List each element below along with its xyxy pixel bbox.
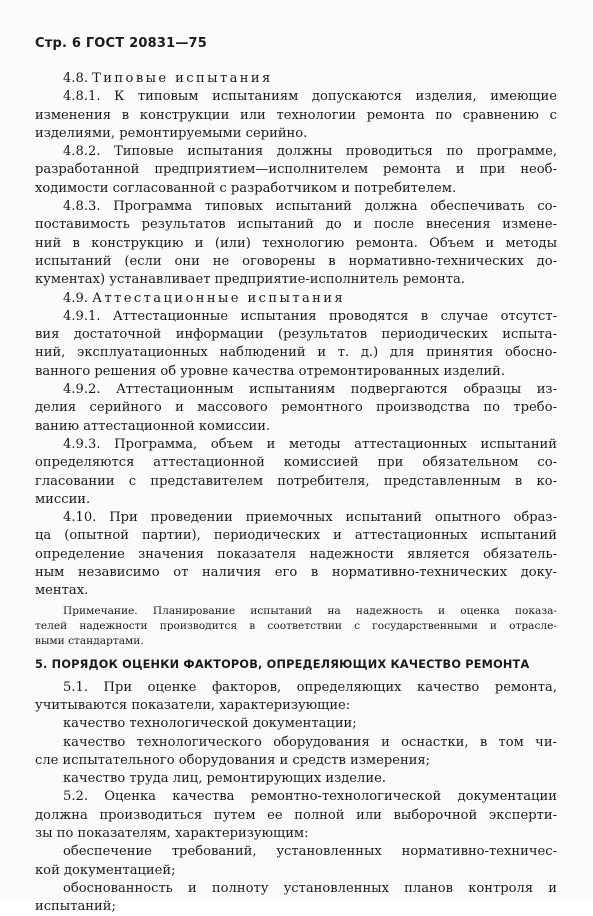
subsection-title-4-8 [35, 70, 557, 88]
note-line: Примечание. Планирование испытаний на надежность и оценка показа- [63, 604, 557, 617]
section-heading: 5. ПОРЯДОК ОЦЕНКИ ФАКТОРОВ, ОПРЕДЕЛЯЮЩИХ КАЧЕСТВО РЕМОНТА [35, 657, 530, 671]
subsection-number: 4.9. [63, 290, 93, 306]
paragraph-line: ний в конструкцию и (или) технологию ремонта. Объем и методы [35, 235, 557, 251]
note-block [35, 604, 557, 649]
paragraph-line: поставимость результатов испытаний до и после внесения измене- [35, 217, 557, 233]
paragraph-line: 4.9.3. Программа, объем и методы аттестационных испытаний [63, 436, 557, 452]
paragraph-line: разработанной предприятием—исполнителем ремонта и при необ- [35, 162, 557, 178]
list-item: обеспечение требований, установленных нормативно-техничес- [63, 844, 557, 860]
paragraph-line: ходимости согласованной с разработчиком и потребителем. [35, 180, 457, 196]
paragraph-line: ца (опытной партии), периодических и аттестационных испытаний [35, 528, 557, 544]
list-item: качество технологической документации; [63, 716, 357, 732]
paragraph-line: вия достаточной информации (результатов периодических испыта- [35, 327, 557, 343]
paragraph-line: испытаний (если они не оговорены в нормативно-технических до- [35, 253, 557, 269]
document-body [35, 70, 557, 916]
paragraph-line: ванию аттестационной комиссии. [35, 418, 271, 434]
list-item: обоснованность и полноту установленных планов контроля и [63, 880, 557, 896]
paragraph-line: 5.1. При оценке факторов, определяющих качество ремонта, [63, 679, 557, 695]
paragraph-line: 4.8.3. Программа типовых испытаний должна обеспечивать со- [63, 199, 557, 215]
paragraph-line: ным независимо от наличия его в нормативно-технических доку- [35, 565, 557, 581]
paragraph-line: 4.8.2. Типовые испытания должны проводиться по программе, [63, 144, 557, 160]
note-line: выми стандартами. [35, 634, 144, 647]
subsection-number: 4.8. [63, 71, 93, 86]
page-header: Стр. 6 ГОСТ 20831—75 [35, 36, 208, 51]
subsection-title-text: Аттестационные испытания [92, 290, 346, 306]
list-item: качество технологического оборудования и оснастки, в том чи- [63, 734, 557, 750]
list-item-continuation: сле испытательного оборудования и средств измерения; [35, 752, 431, 768]
paragraph-line: 5.2. Оценка качества ремонтно-технологической документации [63, 789, 557, 805]
paragraph-line: ментах. [35, 583, 89, 599]
paragraph-line: зы по показателям, характеризующим: [35, 825, 309, 841]
list-item-continuation: испытаний; [35, 899, 116, 915]
paragraph-line: кументах) устанавливает предприятие-исполнитель ремонта. [35, 272, 465, 288]
paragraph-line: гласовании с представителем потребителя, представленным в ко- [35, 473, 557, 489]
paragraph-line: изменения в конструкции или технологии ремонта по сравнению с [35, 107, 557, 123]
paragraph-line: 4.10. При проведении приемочных испытаний опытного образ- [63, 510, 557, 526]
paragraph-line: ванного решения об уровне качества отремонтированных изделий. [35, 363, 506, 379]
paragraph-line: 4.9.2. Аттестационным испытаниям подвергаются образцы из- [63, 382, 557, 398]
paragraph-line: должна производиться путем ее полной или выборочной эксперти- [35, 807, 557, 823]
paragraph-line: учитываются показатели, характеризующие: [35, 697, 351, 713]
paragraph-line: 4.8.1. К типовым испытаниям допускаются изделия, имеющие [63, 89, 557, 105]
paragraph-line: миссии. [35, 491, 91, 507]
subsection-title-4-9 [35, 290, 557, 308]
paragraph-line: ний, эксплуатационных наблюдений и т. д.) для принятия обосно- [35, 345, 557, 361]
list-item: качество труда лиц, ремонтирующих изделие. [63, 771, 387, 787]
paragraph-line: изделиями, ремонтируемыми серийно. [35, 125, 308, 141]
list-item-continuation: кой документацией; [35, 862, 176, 878]
paragraph-line: определяются аттестационной комиссией при обязательном со- [35, 455, 557, 471]
paragraph-line: делия серийного и массового ремонтного производства по требо- [35, 400, 557, 416]
note-line: телей надежности производится в соответствии с государственными и отрасле- [35, 619, 557, 632]
paragraph-line: определение значения показателя надежности является обязатель- [35, 546, 557, 562]
subsection-title-text: Типовые испытания [92, 71, 273, 86]
paragraph-line: 4.9.1. Аттестационные испытания проводятся в случае отсутст- [63, 308, 557, 324]
